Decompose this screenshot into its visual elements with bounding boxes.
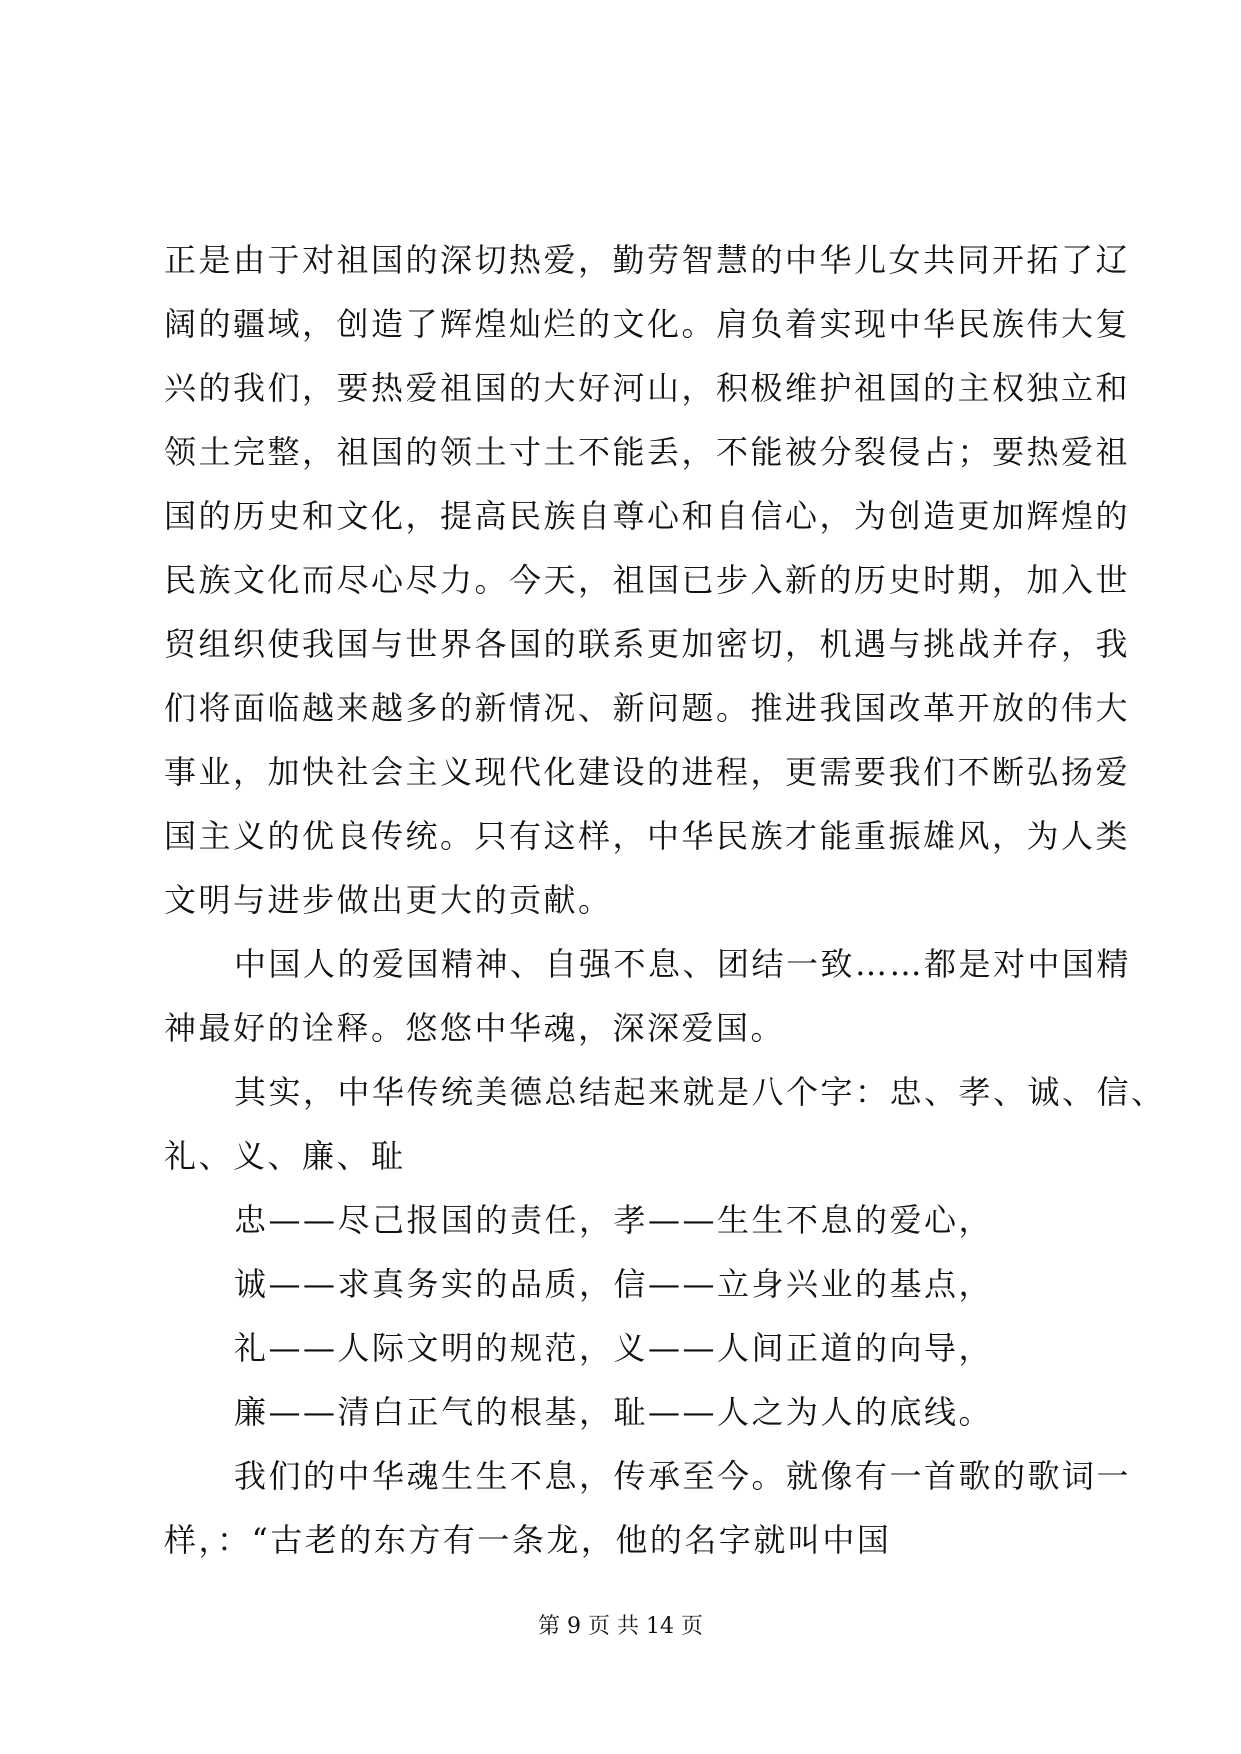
text-line: 文明与进步做出更大的贡献。 [164,881,613,919]
text-line: 国主义的优良传统。只有这样，中华民族才能重振雄风，为人类 [164,817,1131,855]
paragraph [164,932,1132,1060]
virtue-line: 忠——尽己报国的责任，孝——生生不息的爱心， [234,1201,994,1239]
paragraph [164,1060,1166,1188]
text-line: 国的历史和文化，提高民族自尊心和自信心，为创造更加辉煌的 [164,497,1131,535]
paragraph [164,1444,1132,1572]
text-line: 样，：“古老的东方有一条龙，他的名字就叫中国 [164,1521,892,1559]
text-line: 阔的疆域，创造了辉煌灿烂的文化。肩负着实现中华民族伟大复 [164,305,1131,343]
text-line: 神最好的诠释。悠悠中华魂，深深爱国。 [164,1009,786,1047]
text-line: 民族文化而尽心尽力。今天，祖国已步入新的历史时期，加入世 [164,561,1131,599]
page-number-footer: 第 9 页 共 14 页 [538,1614,703,1639]
virtue-line: 礼——人际文明的规范，义——人间正道的向导， [234,1329,994,1367]
text-line: 领土完整，祖国的领土寸土不能丢，不能被分裂侵占；要热爱祖 [164,433,1131,471]
paragraph [164,228,1131,932]
text-line: 我们的中华魂生生不息，传承至今。就像有一首歌的歌词一 [234,1457,1132,1495]
text-line: 贸组织使我国与世界各国的联系更加密切，机遇与挑战并存，我 [164,625,1131,663]
text-line: 事业，加快社会主义现代化建设的进程，更需要我们不断弘扬爱 [164,753,1131,791]
virtue-line: 诚——求真务实的品质，信——立身兴业的基点， [234,1265,994,1303]
document-body [164,228,1166,1572]
text-line: 礼、义、廉、耻 [164,1137,406,1175]
text-line: 兴的我们，要热爱祖国的大好河山，积极维护祖国的主权独立和 [164,369,1131,407]
text-line: 们将面临越来越多的新情况、新问题。推进我国改革开放的伟大 [164,689,1131,727]
virtue-line: 廉——清白正气的根基，耻——人之为人的底线。 [234,1393,994,1431]
text-line: 其实，中华传统美德总结起来就是八个字：忠、孝、诚、信、 [234,1073,1166,1111]
text-line: 正是由于对祖国的深切热爱，勤劳智慧的中华儿女共同开拓了辽 [164,241,1131,279]
text-line: 中国人的爱国精神、自强不息、团结一致……都是对中国精 [234,945,1132,983]
